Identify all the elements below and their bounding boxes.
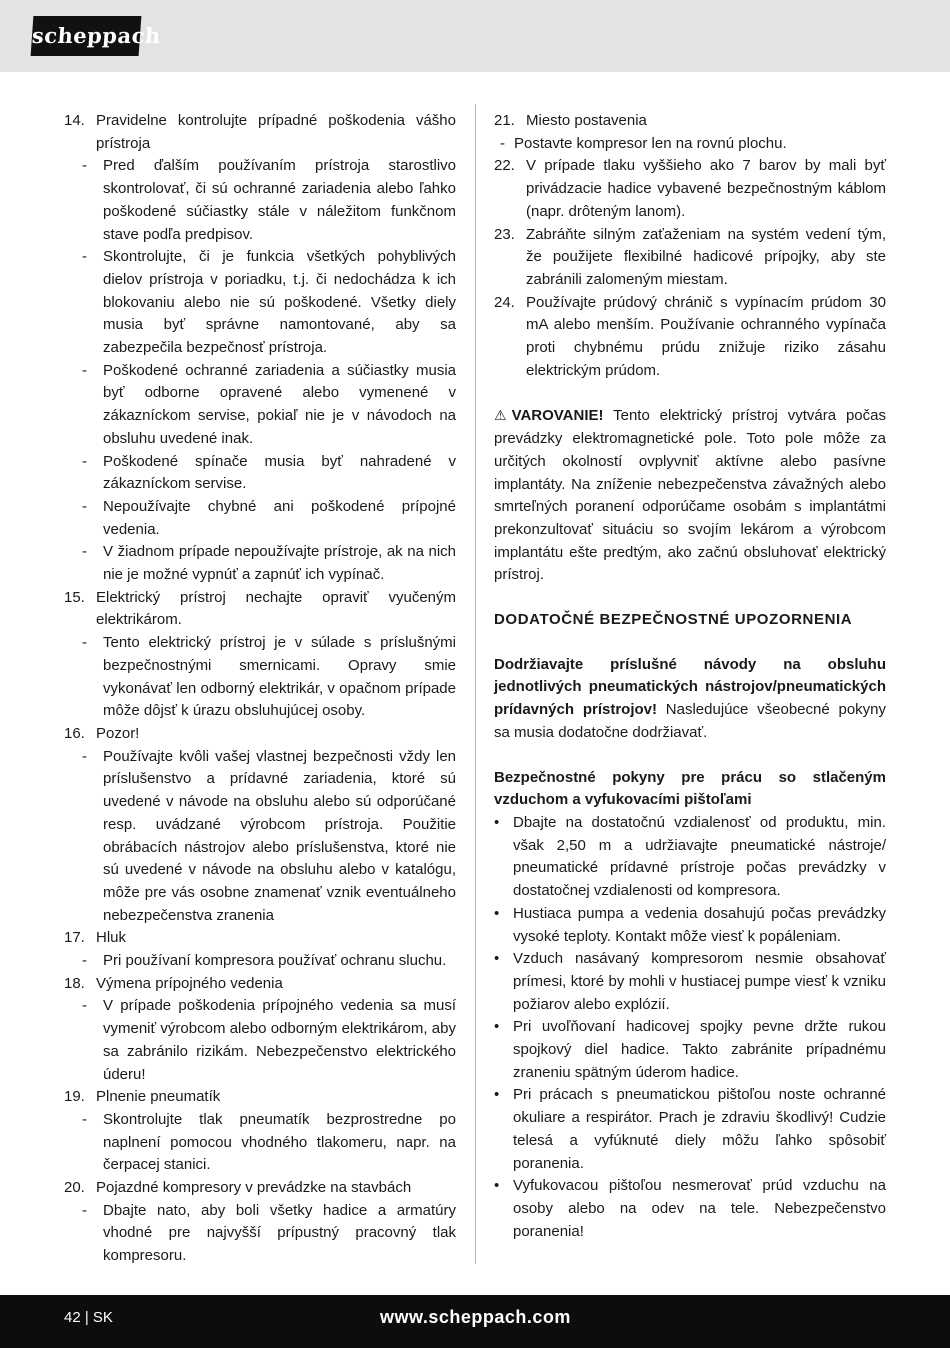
item-number: 17. xyxy=(64,929,85,947)
sub-item xyxy=(64,246,456,360)
dash-marker: - xyxy=(82,452,87,470)
sub-item-text: Skontrolujte, či je funkcia všetkých pohyblivých dielov prístroja v poriadku, t.j. či nedochádza k ich blokovaniu alebo nie sú poškodené. Všetky diely musia byť správne namontované, aby sa zabezpečila bezpečnosť prístroja. xyxy=(103,248,456,357)
dash-marker: - xyxy=(82,361,87,379)
left-column xyxy=(64,110,456,1268)
sub-item-text: Pri používaní kompresora používať ochranu sluchu. xyxy=(103,952,447,970)
page-header xyxy=(0,0,950,72)
sub-item xyxy=(64,746,456,928)
item-title: Pojazdné kompresory v prevádzke na stavbách xyxy=(96,1179,412,1197)
sub-item-text: Dbajte nato, aby boli všetky hadice a armatúry vhodné pre najvyšší prípustný pracovný tlak kompresoru. xyxy=(103,1201,456,1265)
sub-item xyxy=(494,133,886,156)
sub-item-text: Poškodené ochranné zariadenia a súčiastky musia byť odborne opravené alebo vymenené v zákazníckom servise, pokiaľ nie je v návodoch na obsluhu uvedené inak. xyxy=(103,361,456,447)
bullet-dot-icon: • xyxy=(494,950,500,968)
dash-marker: - xyxy=(82,543,87,561)
bullet-text: Vzduch nasávaný kompresorom nesmie obsahovať prímesi, ktoré by mohli v hustiacej pumpe viesť k vzniku požiarov alebo explózií. xyxy=(513,950,886,1013)
intro-paragraph xyxy=(494,654,886,745)
dash-marker: - xyxy=(82,997,87,1015)
sub-item-text: V žiadnom prípade nepoužívajte prístroje, ak na nich nie je možné vypnúť a zapnúť ich vypínač. xyxy=(103,543,456,584)
bullet-item xyxy=(494,948,886,1016)
numbered-item xyxy=(64,1177,456,1200)
bullet-item xyxy=(494,812,886,903)
website-link[interactable]: www.scheppach.com xyxy=(380,1307,571,1327)
numbered-item xyxy=(64,1086,456,1109)
sub-item xyxy=(64,995,456,1086)
dash-marker: - xyxy=(82,248,87,266)
dash-marker: - xyxy=(82,497,87,515)
item-number: 15. xyxy=(64,588,85,606)
item-title: V prípade tlaku vyššieho ako 7 barov by mali byť privádzacie hadice vybavené bezpečnostným káblom (napr. drôteným lanom). xyxy=(526,157,886,220)
dash-marker: - xyxy=(500,134,505,152)
subheading: Bezpečnostné pokyny pre prácu so stlačeným vzduchom a vyfukovacími pištoľami xyxy=(494,768,886,809)
numbered-item xyxy=(494,155,886,223)
sub-item-text: Nepoužívajte chybné ani poškodené prípojné vedenia. xyxy=(103,497,456,538)
bullet-item xyxy=(494,1175,886,1243)
numbered-item xyxy=(64,110,456,155)
sub-item-text: Pred ďalším používaním prístroja starostlivo skontrolovať, či sú ochranné zariadenia alebo ľahko poškodené súčiastky stále v náležitom funkčnom stave podľa predpisov. xyxy=(103,157,456,243)
item-number: 24. xyxy=(494,293,515,311)
item-title: Pozor! xyxy=(96,724,140,742)
sub-item xyxy=(64,541,456,586)
bullet-text: Pri prácach s pneumatickou pištoľou noste ochranné okuliare a respirátor. Prach je zdraviu škodlivý! Cudzie telesá a vyfúknuté diely môžu ľahko spôsobiť poranenia. xyxy=(513,1086,886,1172)
dash-marker: - xyxy=(82,952,87,970)
bullet-dot-icon: • xyxy=(494,1177,500,1195)
item-title: Pravidelne kontrolujte prípadné poškodenia vášho prístroja xyxy=(96,112,456,152)
bullet-text: Pri uvoľňovaní hadicovej spojky pevne držte rukou spojkový diel hadice. Takto zabránite prípadnému zraneniu spätným úderom hadice. xyxy=(513,1018,886,1081)
sub-item-text: Tento elektrický prístroj je v súlade s príslušnými bezpečnostnými smernicami. Opravy smie vykonávať len odborný elektrikár, v opačnom prípade môže dôjsť k úrazu obsluhujúcej osoby. xyxy=(103,634,456,720)
page-number: 42 | SK xyxy=(64,1309,113,1326)
sub-item-text: Postavte kompresor len na rovnú plochu. xyxy=(514,134,787,152)
dash-marker: - xyxy=(82,1110,87,1128)
item-number: 22. xyxy=(494,157,515,175)
scheppach-logo: scheppach xyxy=(31,16,142,56)
item-title: Zabráňte silným zaťaženiam na systém vedení tým, že použijete flexibilné hadicové prípojky, aby ste zabránili zalomeným miestam. xyxy=(526,225,886,288)
numbered-item xyxy=(494,224,886,292)
bullet-text: Dbajte na dostatočnú vzdialenosť od produktu, min. však 2,50 m a udržiavajte pneumatické nástroje/ pneumatické prídavné prístroje počas prevádzky v dostatočnej vzdialenosti od kompresora. xyxy=(513,813,886,900)
item-title: Výmena prípojného vedenia xyxy=(96,974,283,992)
item-number: 14. xyxy=(64,112,85,129)
warning-triangle-icon: ⚠ xyxy=(494,407,507,424)
sub-item xyxy=(64,950,456,973)
bullet-dot-icon: • xyxy=(494,1018,500,1036)
sub-item xyxy=(64,496,456,541)
page-footer xyxy=(0,1295,950,1348)
dash-marker: - xyxy=(82,157,87,175)
warning-paragraph xyxy=(494,404,886,587)
bullet-dot-icon: • xyxy=(494,813,500,831)
bullet-item xyxy=(494,903,886,948)
intro-normal: Nasledujúce všeobecné pokyny sa musia dodatočne dodržiavať. xyxy=(494,701,886,741)
right-numbered-list xyxy=(494,110,886,382)
sub-item-text: Používajte kvôli vašej vlastnej bezpečnosti vždy len príslušenstvo a prídavné zariadenia, ktoré sú uvedené v návode na obsluhu alebo sú odporúčané resp. uvádzané výrobcom prístroja. Použitie obrábacích nástrojov alebo príslušenstva, ktoré nie sú uvedené v návode na obsluhu alebo v katalógu, môže pre vás osobne znamenať vznik eventuálneho nebezpečenstva zranenia xyxy=(103,747,456,924)
sub-item xyxy=(64,155,456,246)
warning-label: VAROVANIE! xyxy=(511,407,604,425)
numbered-item xyxy=(64,927,456,950)
sub-item xyxy=(64,1109,456,1177)
dash-marker: - xyxy=(82,747,87,765)
numbered-item xyxy=(64,973,456,996)
item-number: 16. xyxy=(64,724,85,742)
item-number: 18. xyxy=(64,974,85,992)
bullet-text: Hustiaca pumpa a vedenia dosahujú počas prevádzky vysoké teploty. Kontakt môže viesť k popáleniam. xyxy=(513,904,886,945)
bullet-list xyxy=(494,812,886,1243)
item-number: 20. xyxy=(64,1179,85,1197)
numbered-item xyxy=(494,292,886,383)
bullet-item xyxy=(494,1084,886,1175)
right-column xyxy=(494,110,886,1243)
sub-item-text: Skontrolujte tlak pneumatík bezprostredne po naplnení pomocou vhodného tlakomeru, napr. na čerpacej stanici. xyxy=(103,1110,456,1174)
dash-marker: - xyxy=(82,634,87,652)
section-heading: DODATOČNÉ BEZPEČNOSTNÉ UPOZORNENIA xyxy=(494,611,853,629)
item-title: Elektrický prístroj nechajte opraviť vyučeným elektrikárom. xyxy=(96,588,456,629)
sub-item-text: V prípade poškodenia prípojného vedenia sa musí vymeniť výrobcom alebo odborným elektrikárom, aby sa zabránilo rizikám. Nebezpečenstvo elektrického úderu! xyxy=(103,997,456,1083)
bullet-text: Vyfukovacou pištoľou nesmerovať prúd vzduchu na osoby alebo na odev na tele. Nebezpečenstvo poranenia! xyxy=(513,1177,886,1240)
numbered-item xyxy=(64,723,456,746)
sub-item-text: Poškodené spínače musia byť nahradené v zákazníckom servise. xyxy=(103,452,456,493)
item-title: Používajte prúdový chránič s vypínacím prúdom 30 mA alebo menším. Používanie ochranného vypínača proti chybnému prúdu znižuje riziko zásahu elektrickým prúdom. xyxy=(526,293,886,379)
bullet-dot-icon: • xyxy=(494,1086,500,1104)
numbered-item xyxy=(64,587,456,632)
column-divider xyxy=(475,104,476,1264)
sub-item xyxy=(64,451,456,496)
sub-item xyxy=(64,360,456,451)
intro-bold: Dodržiavajte príslušné návody na obsluhu jednotlivých pneumatických nástrojov/pneumatických prídavných prístrojov! xyxy=(494,655,886,719)
item-title: Hluk xyxy=(96,929,127,947)
numbered-item xyxy=(494,110,886,133)
dash-marker: - xyxy=(82,1201,87,1219)
item-title: Plnenie pneumatík xyxy=(96,1088,221,1106)
bullet-item xyxy=(494,1016,886,1084)
sub-item xyxy=(64,632,456,723)
sub-item xyxy=(64,1200,456,1268)
item-number: 21. xyxy=(494,112,515,129)
item-title: Miesto postavenia xyxy=(526,112,647,129)
warning-text: Tento elektrický prístroj vytvára počas prevádzky elektromagnetické pole. Toto pole môže za určitých okolností ovplyvniť aktívne alebo pasívne implantáty. Na zníženie nebezpečenstva závažných alebo smrteľných poranení odporúčame osobám s implantátmi prekonzultovať situáciu so svojím lekárom a výrobcom implantátu ešte predtým, ako začnú obsluhovať elektrický prístroj. xyxy=(494,407,886,584)
item-number: 19. xyxy=(64,1088,85,1106)
item-number: 23. xyxy=(494,225,515,243)
bullet-dot-icon: • xyxy=(494,904,500,922)
